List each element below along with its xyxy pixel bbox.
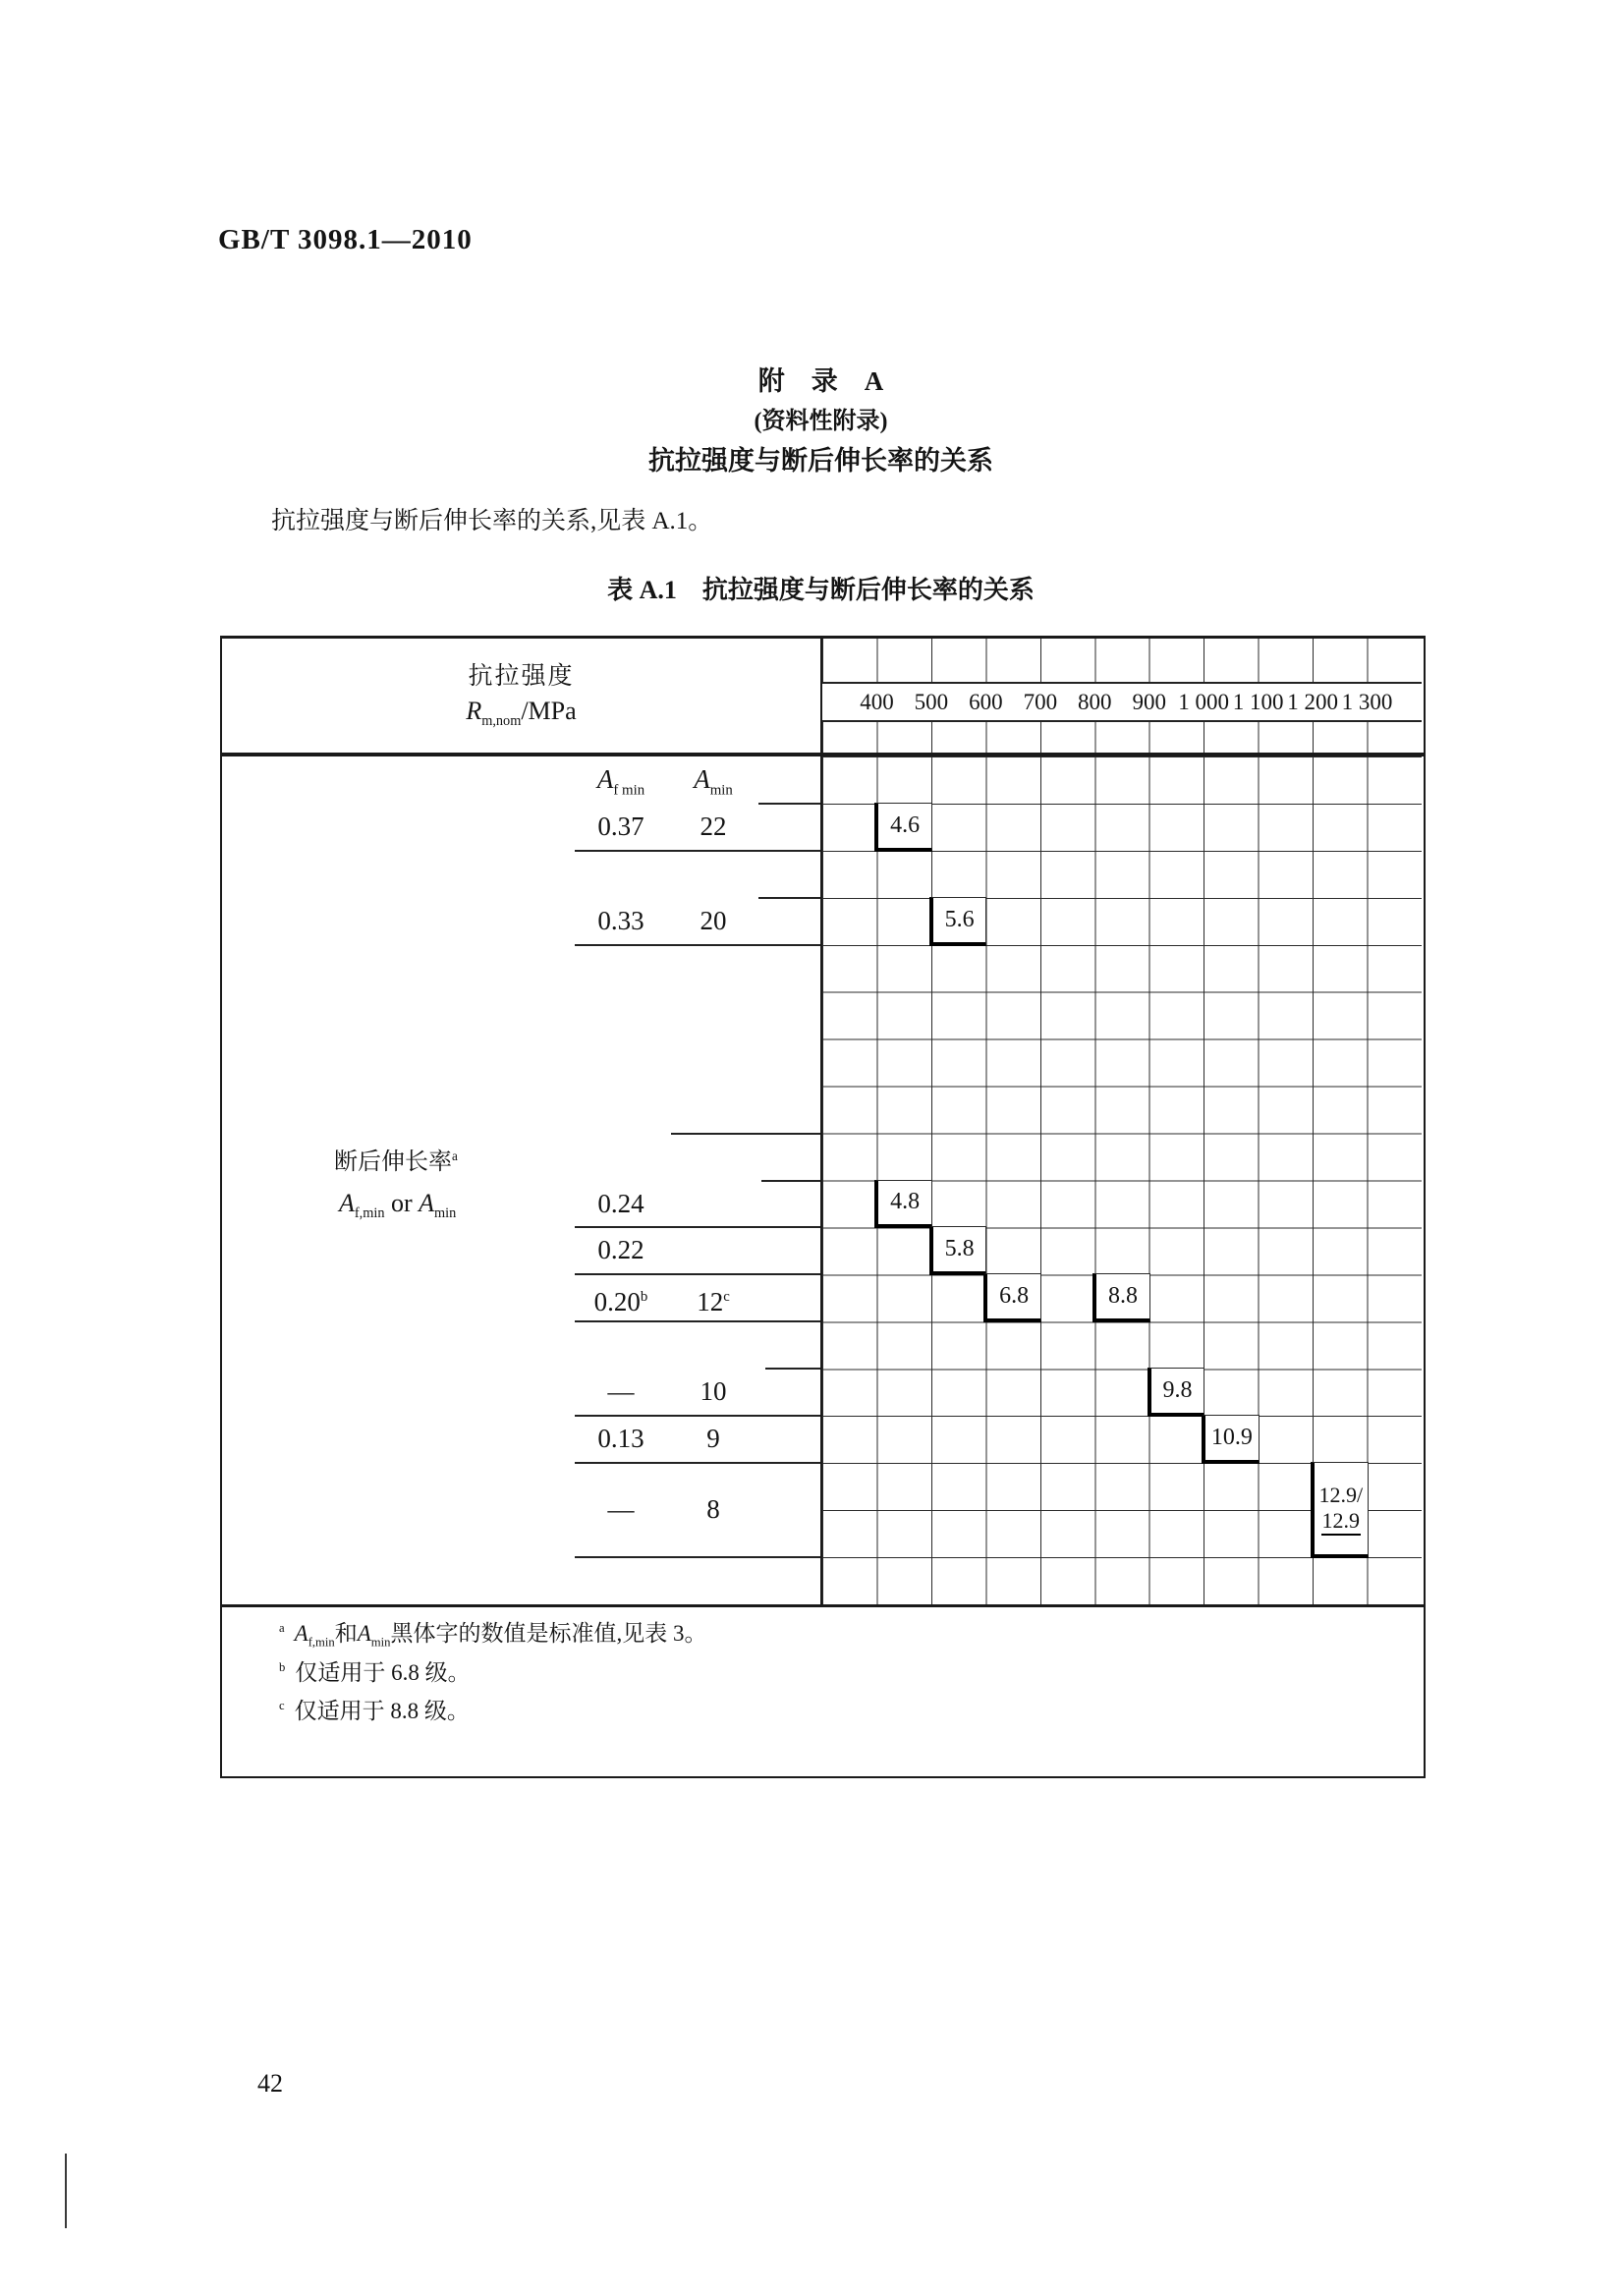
mpa-tick: 700 [1023, 690, 1058, 714]
stub-separator-rule [575, 1320, 820, 1322]
page-number: 42 [257, 2069, 283, 2098]
tensile-strength-header [222, 639, 820, 753]
col-subheader-af-min: $A_{f min}$ [596, 764, 645, 799]
stub-separator-rule [758, 897, 820, 899]
property-class-box [929, 897, 986, 946]
row-value-label: 22 [700, 811, 727, 841]
mpa-tick: 1 200 [1287, 690, 1338, 714]
row-value-label: 0.37 [597, 811, 644, 841]
stub-label-elongation: 断后伸长率$^a$ [334, 1148, 458, 1175]
property-class-label: 12.9/ [1318, 1482, 1364, 1507]
property-class-box [874, 1180, 931, 1229]
row-value-label: 0.20$^b$ [593, 1287, 648, 1317]
mpa-tick-row [822, 684, 1422, 720]
row-value-label: 0.33 [597, 905, 644, 935]
standard-code-header: GB/T 3098.1—2010 [218, 224, 473, 255]
stub-grid-divider [820, 639, 822, 1607]
header-grid-upper-cells [822, 639, 1422, 684]
property-class-label-bold: 12.9 [1321, 1508, 1362, 1536]
footnote-a: $^a$ $A_{f,min}$和$A_{min}$黑体字的数值是标准值,见表 3。 [279, 1621, 707, 1650]
tensile-strength-header-cn: 抗拉强度 [468, 662, 575, 690]
mpa-tick: 800 [1078, 690, 1112, 714]
appendix-type: (资料性附录) [754, 409, 888, 434]
row-value-label: 10 [700, 1376, 727, 1407]
row-value-label: 9 [706, 1424, 720, 1454]
stub-separator-rule [575, 1415, 820, 1417]
row-value-label: 0.22 [597, 1235, 644, 1265]
mpa-tick: 600 [969, 690, 1003, 714]
intro-paragraph: 抗拉强度与断后伸长率的关系,见表 A.1。 [271, 508, 713, 534]
stub-separator-rule [575, 1556, 820, 1558]
row-value-label: — [607, 1376, 635, 1407]
row-value-label: — [607, 1494, 635, 1525]
mpa-tick: 1 300 [1341, 690, 1393, 714]
table-a1 [220, 636, 1426, 1778]
property-class-box [929, 1226, 986, 1275]
header-grid-lower-cells [822, 720, 1422, 753]
property-class-label: 6.8 [999, 1283, 1030, 1310]
property-class-label: 5.8 [944, 1236, 975, 1262]
strength-elongation-grid [822, 756, 1422, 1604]
table-caption: 表 A.1 抗拉强度与断后伸长率的关系 [607, 576, 1035, 604]
property-class-label: 8.8 [1107, 1283, 1138, 1310]
binding-mark [65, 2154, 67, 2228]
property-class-box [1311, 1462, 1368, 1558]
tensile-strength-header-formula: $R_{m,nom}$/MPa [466, 696, 577, 729]
stub-separator-rule [758, 803, 820, 805]
mpa-tick: 1 000 [1178, 690, 1230, 714]
appendix-label: 附 录 A [757, 366, 884, 396]
mpa-tick: 1 100 [1232, 690, 1284, 714]
row-value-label: 0.24 [597, 1188, 644, 1218]
stub-separator-rule [575, 944, 820, 946]
row-value-label: 12$^c$ [697, 1287, 730, 1317]
property-class-label: 4.6 [890, 812, 921, 838]
footnote-c: $^c$ 仅适用于 8.8 级。 [279, 1699, 470, 1723]
stub-separator-rule [671, 1133, 820, 1135]
stub-separator-rule [761, 1180, 820, 1182]
footnote-b: $^b$ 仅适用于 6.8 级。 [279, 1660, 471, 1685]
stub-separator-rule [575, 850, 820, 852]
stub-label-formula: $A_{f,min}$ or $A_{min}$ [339, 1189, 457, 1222]
property-class-label: 5.6 [944, 906, 975, 932]
row-value-label: 0.13 [597, 1424, 644, 1454]
footnote-ref: b [640, 1289, 648, 1306]
stub-separator-rule [575, 1462, 820, 1464]
stub-separator-rule [765, 1368, 820, 1370]
mpa-tick: 900 [1132, 690, 1166, 714]
stub-separator-rule [575, 1273, 820, 1275]
property-class-box [874, 803, 931, 852]
footnote-ref: c [723, 1289, 730, 1306]
row-label-zone [222, 756, 820, 1604]
property-class-box [1202, 1415, 1259, 1464]
appendix-title: 抗拉强度与断后伸长率的关系 [648, 446, 993, 476]
row-value-label: 20 [700, 905, 727, 935]
mpa-tick: 400 [860, 690, 894, 714]
property-class-box [1148, 1368, 1204, 1417]
row-value-label: 8 [706, 1494, 720, 1525]
property-class-box [983, 1273, 1040, 1322]
footnote-separator-line [222, 1604, 1424, 1607]
mpa-tick: 500 [914, 690, 949, 714]
property-class-box [1092, 1273, 1149, 1322]
col-subheader-a-min: $A_{min}$ [694, 764, 733, 799]
property-class-label: 10.9 [1210, 1425, 1253, 1451]
property-class-label: 9.8 [1162, 1377, 1193, 1404]
stub-separator-rule [575, 1226, 820, 1228]
property-class-label: 4.8 [890, 1189, 921, 1215]
